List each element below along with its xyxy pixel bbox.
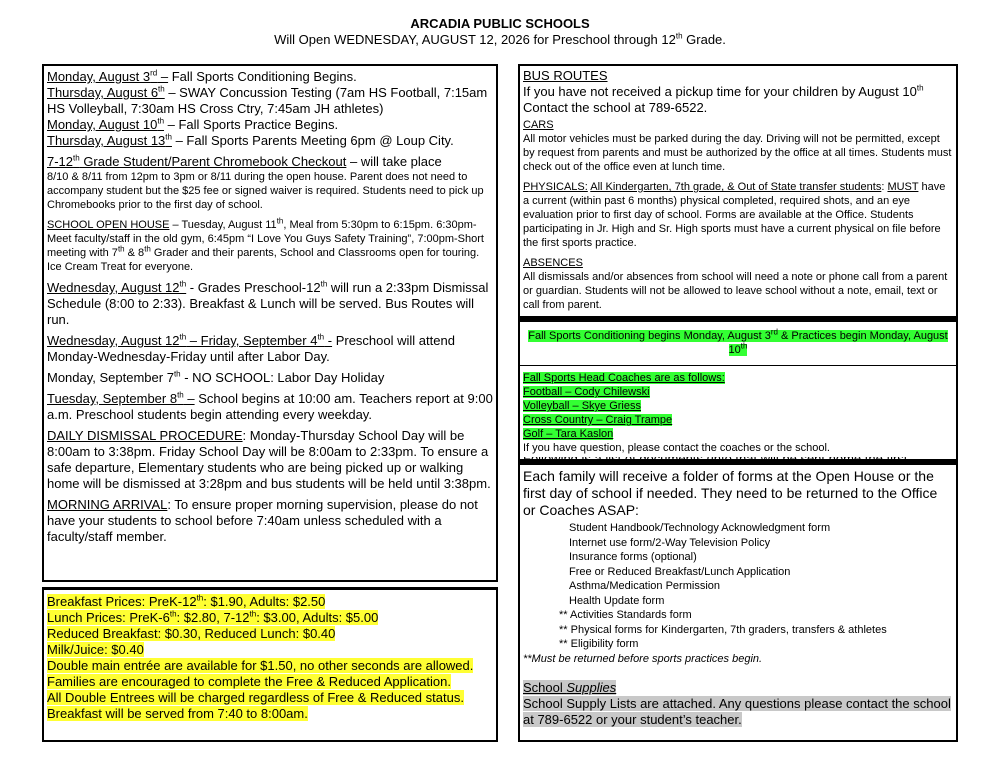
form-item: Insurance forms (optional)	[569, 551, 697, 563]
meal-prices-box	[42, 587, 498, 742]
coach-cross-country: Cross Country – Craig Trampe	[523, 414, 673, 426]
morning-arrival: MORNING ARRIVAL: To ensure proper morning supervision, please do not have your students to school before 7:40am unless scheduled with a faculty/staff member.	[47, 497, 478, 544]
coaches-heading: Fall Sports Head Coaches are as follows:	[523, 372, 725, 384]
milk-price: Milk/Juice: $0.40	[47, 642, 144, 657]
reduced-prices: Reduced Breakfast: $0.30, Reduced Lunch: $0.40	[47, 626, 336, 641]
form-item: Student Handbook/Technology Acknowledgment form	[569, 522, 831, 534]
event-aug-13: Thursday, August 13th – Fall Sports Parents Meeting 6pm @ Loup City.	[47, 132, 454, 148]
absences-heading: ABSENCES	[523, 257, 583, 269]
event-aug-10: Monday, August 10th – Fall Sports Practice Begins.	[47, 116, 339, 132]
daily-dismissal: DAILY DISMISSAL PROCEDURE: Monday-Thursday School Day will be 8:00am to 3:38pm. Friday School Day will be 8:00am to 2:33pm. To ensure a safe departure, Elementary students who are being picked up or walking home will be dismissed at 3:28pm and bus students will be held until 3:38pm.	[47, 428, 491, 491]
star-form-item: ** Eligibility form	[559, 638, 639, 650]
lunch-prices: Lunch Prices: PreK-6th: $2.80, 7-12th: $3.00, Adults: $5.00	[47, 609, 379, 625]
double-entree: Double main entrée are available for $1.50, no other seconds are allowed.	[47, 658, 474, 673]
school-title: ARCADIA PUBLIC SCHOOLS	[410, 16, 590, 31]
must-return-note: **Must be returned before sports practices begin.	[523, 652, 763, 665]
cars-text: All motor vehicles must be parked during the day. Driving will not be permitted, except by request from parents and must be authorized by the office at all times. Students must check out of the office even at lunch time.	[523, 133, 952, 173]
folder-text: Each family will receive a folder of forms at the Open House or the first day of school if needed. They need to be returned to the Office or Coaches ASAP:	[523, 468, 938, 518]
breakfast-prices: Breakfast Prices: PreK-12th: $1.90, Adults: $2.50	[47, 593, 326, 609]
coach-volleyball: Volleyball – Skye Griess	[523, 400, 641, 412]
preschool-schedule: Wednesday, August 12th – Friday, September 4th - Preschool will attend Monday-Wednesday-Friday until after Labor Day.	[47, 332, 455, 364]
free-reduced-note: Families are encouraged to complete the Free & Reduced Application.	[47, 674, 451, 689]
form-item: Health Update form	[569, 594, 665, 607]
form-item: Free or Reduced Breakfast/Lunch Application	[569, 565, 791, 578]
absences-text: All dismissals and/or absences from school will need a note or phone call from a parent or guardian. Students will not be allowed to leave school without a note, email, text or call from parent.	[523, 271, 948, 311]
calendar-box	[42, 64, 498, 582]
opening-subtitle: Will Open WEDNESDAY, AUGUST 12, 2026 for Preschool through 12th Grade.	[274, 31, 726, 47]
school-begins: Tuesday, September 8th – School begins at 10:00 am. Teachers report at 9:00 a.m. Preschool students begin attending every weekday.	[47, 390, 493, 422]
coaches-contact: If you have question, please contact the coaches or the school.	[523, 442, 830, 454]
thin-divider	[520, 365, 956, 366]
coach-golf: Golf – Tara Kaslon	[523, 428, 614, 440]
bus-routes-heading: BUS ROUTES	[523, 68, 608, 83]
physicals: PHYSICALS: All Kindergarten, 7th grade, & Out of State transfer students: MUST have a current (within past 6 months) physical completed, required shots, and an eye evaluation prior to first day of school. Forms are available at the Office. Students participating in Jr. High and Sr. High sports must have a current physical on file before the first sports practice.	[523, 181, 946, 249]
star-form-item: ** Physical forms for Kindergarten, 7th graders, transfers & athletes	[559, 623, 887, 636]
star-forms-list	[523, 608, 953, 652]
chromebook-checkout: 7-12th Grade Student/Parent Chromebook Checkout – will take place	[47, 153, 442, 169]
open-house: SCHOOL OPEN HOUSE – Tuesday, August 11th, Meal from 5:30pm to 6:15pm. 6:30pm-Meet faculty/staff in the old gym, 6:45pm “I Love You Guys Safety Training”, 7:00pm-Short meeting with 7th & 8th Grader and their parents, School and Classrooms open for touring. Ice Cream Treat for everyone.	[47, 216, 484, 273]
document-header	[0, 16, 1000, 48]
chromebook-details: 8/10 & 8/11 from 12pm to 3pm or 8/11 during the open house. Parent does not need to accompany student but the $25 fee or signed waiver is required. Students need to pick up Chromebooks prior to the first day of school.	[47, 171, 484, 211]
fall-sports-notice: Fall Sports Conditioning begins Monday, August 3rd & Practices begin Monday, August 10th	[528, 327, 948, 356]
form-item: Asthma/Medication Permission	[569, 580, 721, 592]
breakfast-time: Breakfast will be served from 7:40 to 8:00am.	[47, 706, 308, 721]
school-supplies-text: School Supply Lists are attached. Any questions please contact the school at 789-6522 or your student’s teacher.	[523, 695, 951, 727]
info-box	[518, 64, 958, 742]
bus-routes-text: If you have not received a pickup time for your children by August 10th Contact the school at 789-6522.	[523, 83, 924, 115]
coach-football: Football – Cody Chilewski	[523, 386, 650, 398]
first-day-schedule: Wednesday, August 12th - Grades Preschool-12th will run a 2:33pm Dismissal Schedule (8:00 to 2:33). Breakfast & Lunch will be served. Bus Routes will run.	[47, 279, 489, 327]
double-entree-charge: All Double Entrees will be charged regardless of Free & Reduced status.	[47, 690, 464, 705]
forms-list	[523, 521, 953, 608]
section-divider	[520, 316, 956, 322]
cars-heading: CARS	[523, 119, 554, 131]
event-aug-3: Monday, August 3rd – Fall Sports Conditioning Begins.	[47, 68, 357, 84]
form-item: Internet use form/2-Way Television Policy	[569, 536, 771, 549]
labor-day: Monday, September 7th - NO SCHOOL: Labor Day Holiday	[47, 369, 385, 385]
school-supplies-heading: School Supplies	[523, 679, 617, 695]
star-form-item: ** Activities Standards form	[559, 609, 692, 621]
event-aug-6: Thursday, August 6th – SWAY Concussion Testing (7am HS Football, 7:15am HS Volleyball, 7:30am HS Cross Ctry, 7:45am JH athletes)	[47, 84, 488, 116]
documents-divider	[520, 457, 956, 465]
